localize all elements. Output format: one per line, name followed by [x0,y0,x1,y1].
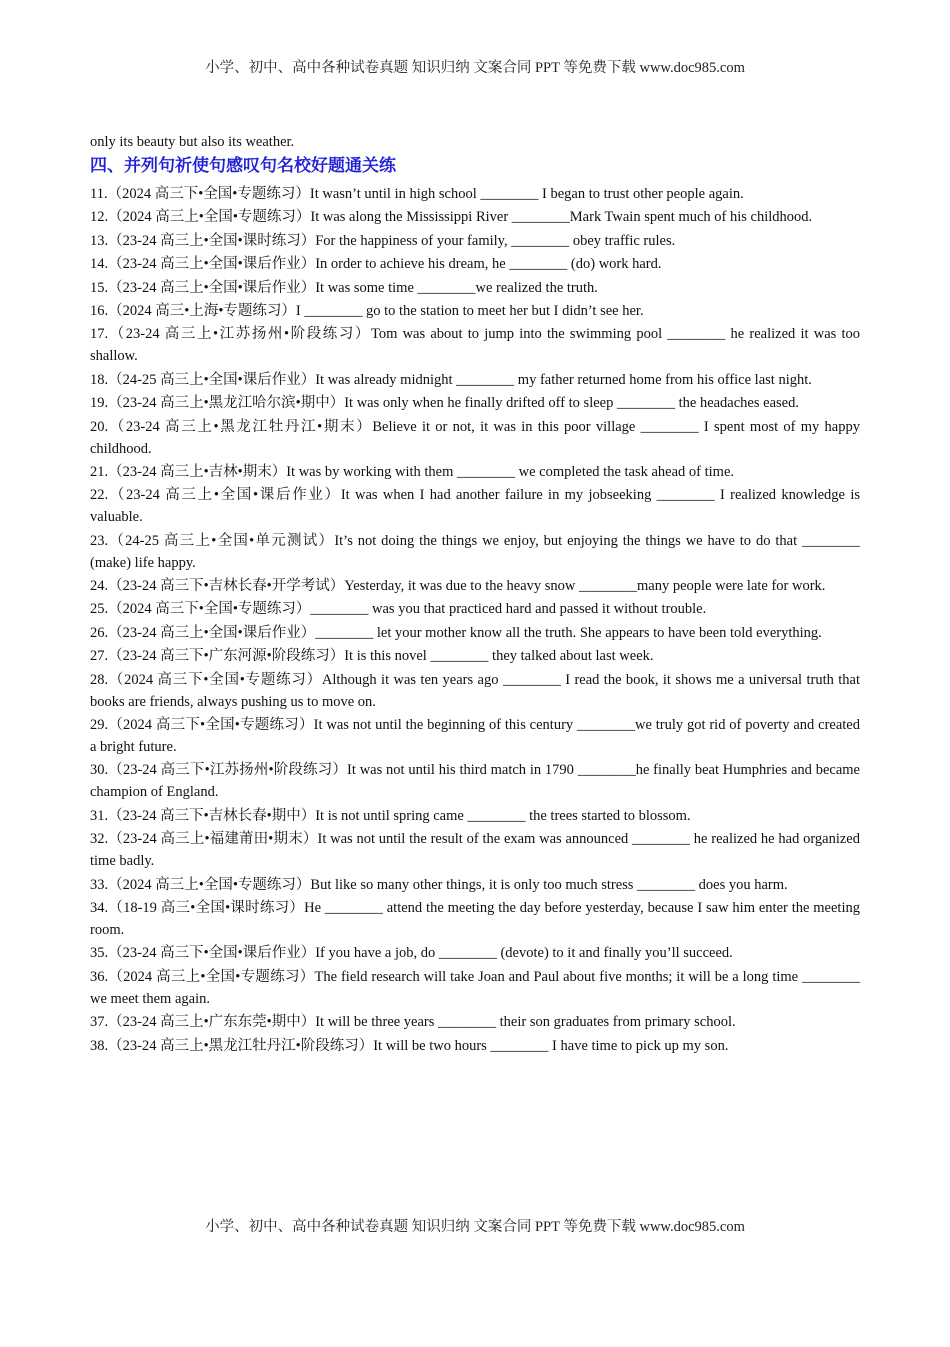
page-footer: 小学、初中、高中各种试卷真题 知识归纳 文案合同 PPT 等免费下载 www.doc985.com [205,1219,745,1235]
question-12: 12.（2024 高三上•全国•专题练习）It was along the Mississippi River ________Mark Twain spent much of his childhood. [90,209,813,226]
document-body [90,131,860,1058]
question-17: 17.（23-24 高三上•江苏扬州•阶段练习）Tom was about to jump into the swimming pool ________ he realized it was too shallow. [90,326,860,365]
question-18: 18.（24-25 高三上•全国•课后作业）It was already midnight ________ my father returned home from his office last night. [90,371,812,388]
page-header: 小学、初中、高中各种试卷真题 知识归纳 文案合同 PPT 等免费下载 www.doc985.com [205,60,745,76]
question-28: 28.（2024 高三下•全国•专题练习）Although it was ten years ago ________ I read the book, it shows me a universal truth that books are friends, always pushing us to move on. [90,671,860,710]
question-26: 26.（23-24 高三上•全国•课后作业）________ let your mother know all the truth. She appears to have been told everything. [90,624,822,641]
question-25: 25.（2024 高三下•全国•专题练习）________ was you that practiced hard and passed it without trouble. [90,601,707,618]
question-32: 32.（23-24 高三上•福建莆田•期末）It was not until the result of the exam was announced ________ he realized he had organized time badly. [90,831,860,870]
question-13: 13.（23-24 高三上•全国•课时练习）For the happiness of your family, ________ obey traffic rules. [90,232,676,249]
question-33: 33.（2024 高三上•全国•专题练习）But like so many other things, it is only too much stress ________ does you harm. [90,876,788,893]
question-30: 30.（23-24 高三下•江苏扬州•阶段练习）It was not until his third match in 1790 ________he finally beat Humphries and became champion of England. [90,762,860,801]
question-20: 20.（23-24 高三上•黑龙江牡丹江•期末）Believe it or not, it was in this poor village ________ I spent most of my happy childhood. [90,418,860,457]
question-22: 22.（23-24 高三上•全国•课后作业）It was when I had another failure in my jobseeking ________ I realized knowledge is valuable. [90,487,860,526]
intro-text: only its beauty but also its weather. [90,134,295,150]
question-38: 38.（23-24 高三上•黑龙江牡丹江•阶段练习）It will be two hours ________ I have time to pick up my son. [90,1037,729,1054]
question-23: 23.（24-25 高三上•全国•单元测试）It’s not doing the things we enjoy, but enjoying the things we have to do that ________ (make) life happy. [90,532,860,571]
question-15: 15.（23-24 高三上•全国•课后作业）It was some time ________we realized the truth. [90,279,598,296]
question-29: 29.（2024 高三下•全国•专题练习）It was not until the beginning of this century ________we truly got rid of poverty and created a bright future. [90,717,860,756]
question-16: 16.（2024 高三•上海•专题练习）I ________ go to the station to meet her but I didn’t see her. [90,302,644,319]
question-27: 27.（23-24 高三下•广东河源•阶段练习）It is this novel ________ they talked about last week. [90,648,654,665]
question-37: 37.（23-24 高三上•广东东莞•期中）It will be three years ________ their son graduates from primary school. [90,1014,736,1031]
question-19: 19.（23-24 高三上•黑龙江哈尔滨•期中）It was only when he finally drifted off to sleep ________ the headaches eased. [90,395,799,412]
question-36: 36.（2024 高三上•全国•专题练习）The field research will take Joan and Paul about five months; it will be a long time ________ we meet them again. [90,968,860,1007]
question-21: 21.（23-24 高三上•吉林•期末）It was by working with them ________ we completed the task ahead of time. [90,463,735,480]
question-34: 34.（18-19 高三•全国•课时练习）He ________ attend the meeting the day before yesterday, because I saw him enter the meeting room. [90,899,860,938]
question-31: 31.（23-24 高三下•吉林长春•期中）It is not until spring came ________ the trees started to blossom. [90,807,691,824]
question-35: 35.（23-24 高三下•全国•课后作业）If you have a job, do ________ (devote) to it and finally you’ll succeed. [90,945,733,962]
section-title: 四、并列句祈使句感叹句名校好题通关练 [90,156,396,176]
question-14: 14.（23-24 高三上•全国•课后作业）In order to achieve his dream, he ________ (do) work hard. [90,256,662,273]
question-24: 24.（23-24 高三下•吉林长春•开学考试）Yesterday, it was due to the heavy snow ________many people were late for work. [90,578,826,595]
question-11: 11.（2024 高三下•全国•专题练习）It wasn’t until in high school ________ I began to trust other people again. [90,186,744,202]
question-list [90,183,860,1057]
